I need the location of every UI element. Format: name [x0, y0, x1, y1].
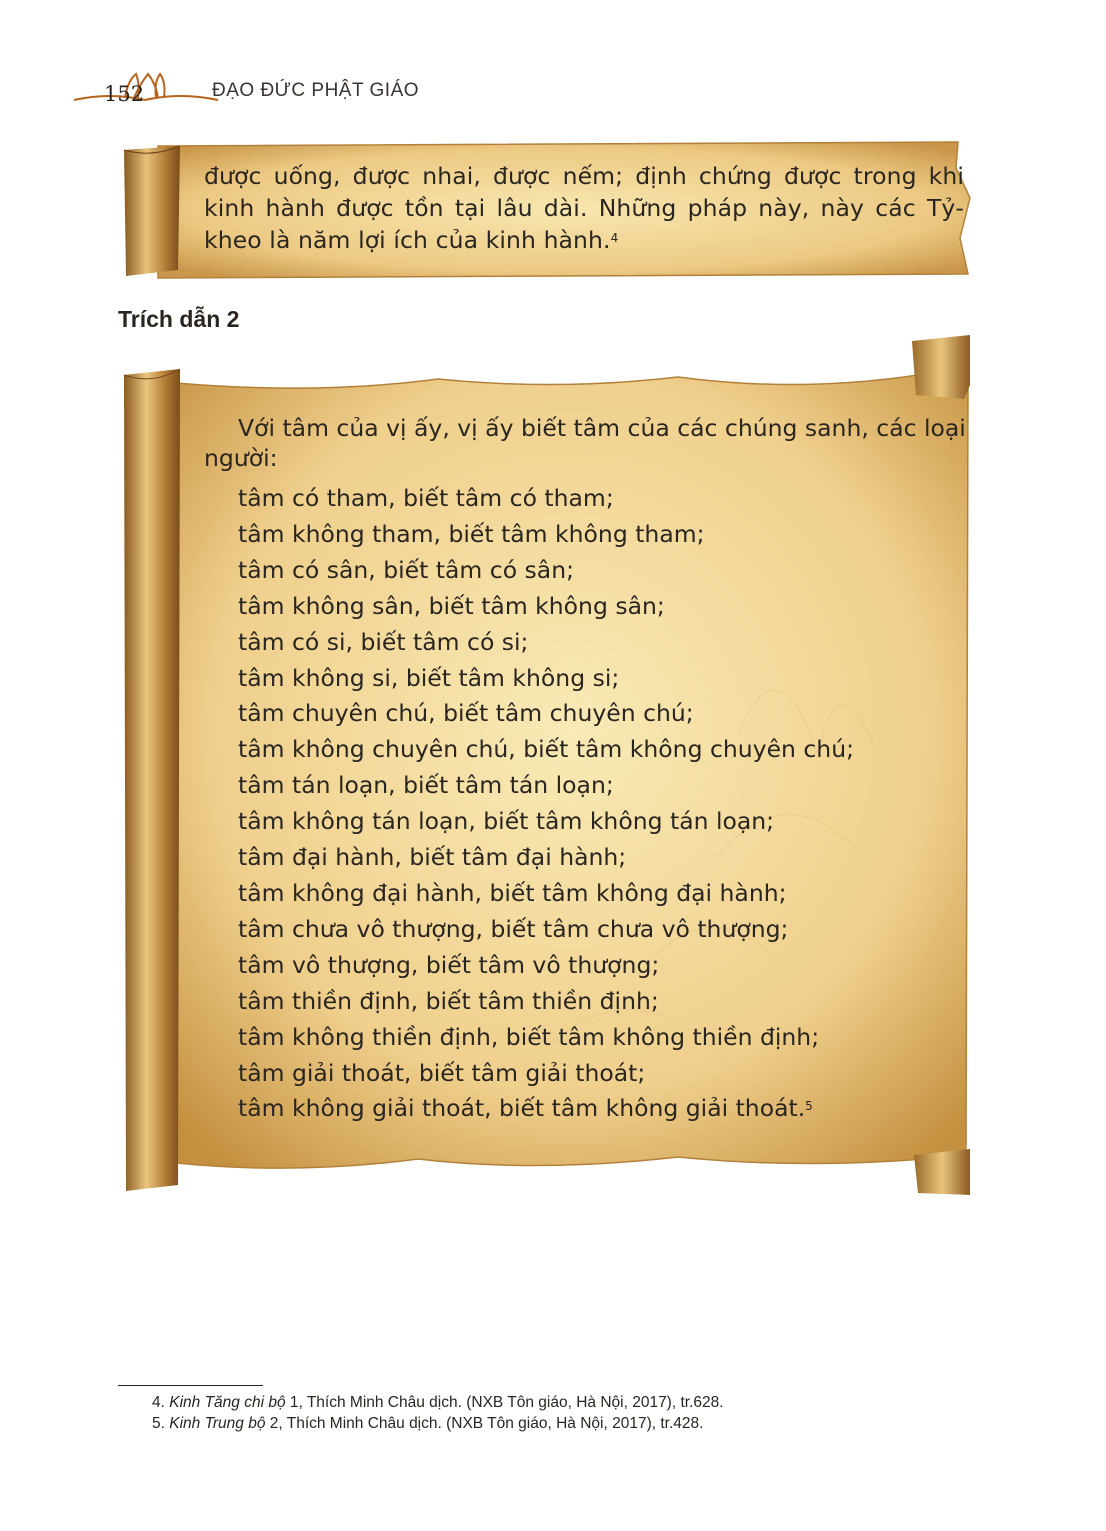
quote-2-lines	[204, 481, 974, 1127]
list-item: tâm chưa vô thượng, biết tâm chưa vô thượng;	[238, 914, 789, 943]
lotus-ornament-icon	[70, 70, 220, 110]
quote-1-body	[204, 160, 964, 256]
page-header	[70, 70, 470, 110]
footnote-5: 5. Kinh Trung bộ 2, Thích Minh Châu dịch. (NXB Tôn giáo, Hà Nội, 2017), tr.428.	[152, 1415, 704, 1432]
quote-2-intro: Với tâm của vị ấy, vị ấy biết tâm của các chúng sanh, các loại người:	[204, 414, 966, 472]
page-number: 152	[104, 82, 145, 106]
list-item: tâm thiền định, biết tâm thiền định;	[238, 986, 659, 1015]
list-item: tâm vô thượng, biết tâm vô thượng;	[238, 950, 660, 979]
list-item: tâm không đại hành, biết tâm không đại hành;	[238, 878, 787, 907]
list-item: tâm không chuyên chú, biết tâm không chuyên chú;	[238, 735, 855, 764]
section-title: Trích dẫn 2	[118, 306, 240, 332]
list-item: tâm có sân, biết tâm có sân;	[238, 555, 575, 584]
quote-scroll-1	[118, 138, 988, 280]
list-item: tâm tán loạn, biết tâm tán loạn;	[238, 771, 614, 800]
quote-2-body	[204, 413, 974, 1127]
list-item: tâm đại hành, biết tâm đại hành;	[238, 843, 627, 872]
list-item: tâm không sân, biết tâm không sân;	[238, 591, 665, 620]
running-title: ĐẠO ĐỨC PHẬT GIÁO	[212, 80, 420, 101]
footnote-ref-4[interactable]: 4	[610, 231, 619, 245]
list-item: tâm không si, biết tâm không si;	[238, 663, 620, 692]
footnote-divider	[118, 1385, 263, 1386]
footnote-ref-5[interactable]: 5	[805, 1099, 813, 1114]
list-item: tâm không thiền định, biết tâm không thiền định;	[238, 1022, 820, 1051]
list-item: tâm chuyên chú, biết tâm chuyên chú;	[238, 699, 694, 728]
list-item: tâm không tán loạn, biết tâm không tán loạn;	[238, 807, 775, 836]
list-item: tâm không tham, biết tâm không tham;	[238, 519, 705, 548]
quote-1-text: được uống, được nhai, được nếm; định chứng được trong khi kinh hành được tồn tại lâu dài. Những pháp này, này các Tỷ-kheo là năm lợi ích của kinh hành.$^4$	[204, 162, 964, 254]
list-item: tâm không giải thoát, biết tâm không giải thoát.$^5$	[238, 1094, 813, 1123]
list-item: tâm có tham, biết tâm có tham;	[238, 484, 614, 512]
list-item: tâm có si, biết tâm có si;	[238, 627, 529, 656]
footnotes	[118, 1385, 988, 1434]
quote-scroll-2	[118, 335, 988, 1195]
footnote-4: 4. Kinh Tăng chi bộ 1, Thích Minh Châu dịch. (NXB Tôn giáo, Hà Nội, 2017), tr.628.	[152, 1394, 724, 1411]
list-item: tâm giải thoát, biết tâm giải thoát;	[238, 1058, 646, 1087]
